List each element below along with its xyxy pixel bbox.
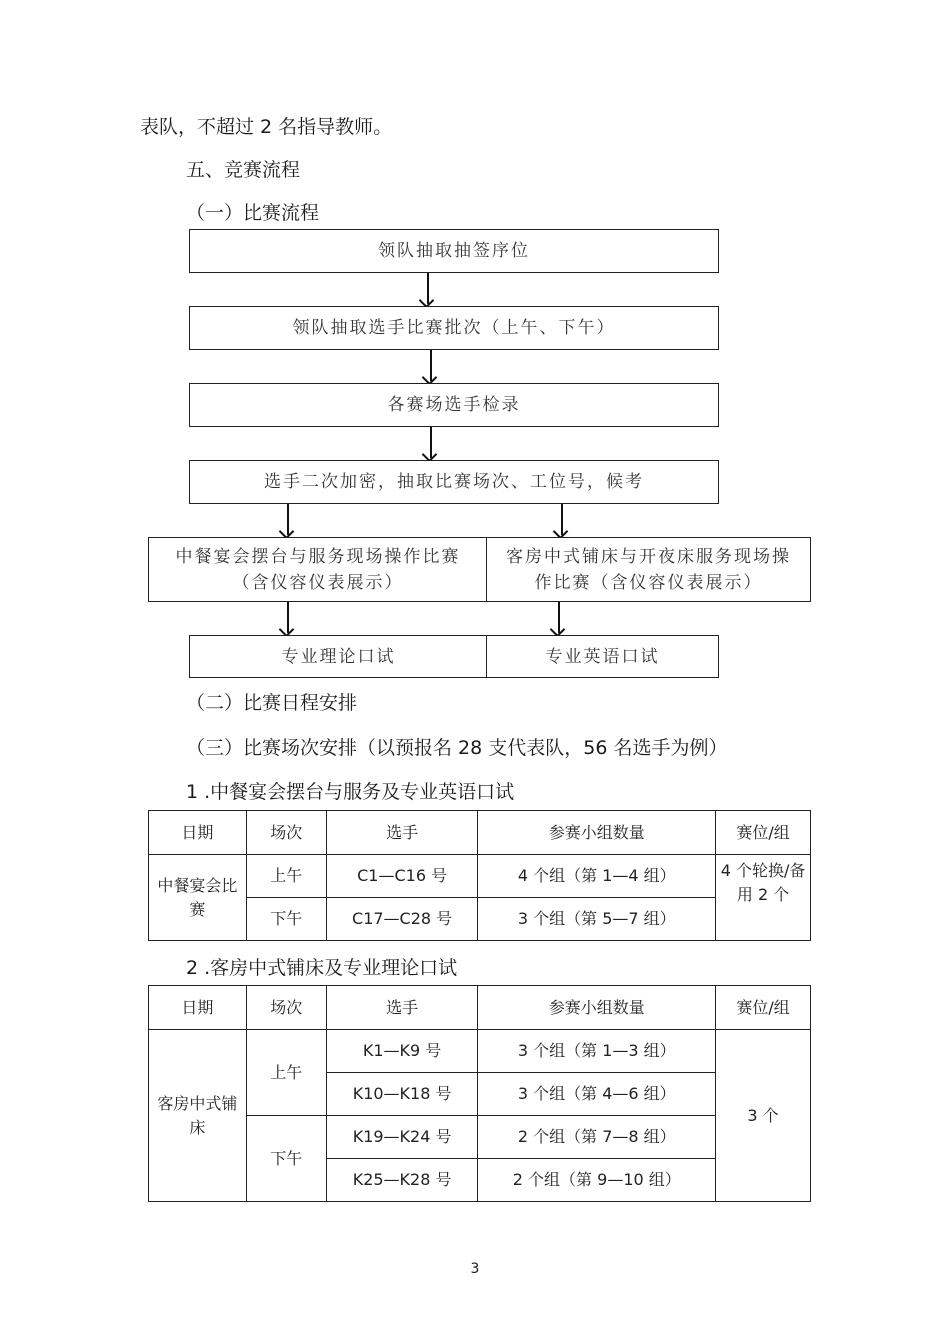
table-chinese-banquet (148, 810, 811, 941)
players-cell: K19—K24 号 (326, 1116, 478, 1159)
flow-step-english-oral: 专业英语口试 (486, 635, 719, 678)
flow-arrow (287, 602, 289, 633)
header-date: 日期 (149, 986, 247, 1030)
groups-cell: 3 个组（第 5—7 组） (478, 898, 716, 941)
table2-title: 2 .客房中式铺床及专业理论口试 (186, 957, 458, 979)
groups-cell: 3 个组（第 1—3 组） (478, 1030, 716, 1073)
session-cell: 下午 (246, 898, 326, 941)
header-seats: 赛位/组 (716, 986, 811, 1030)
flow-step-chinese-banquet: 中餐宴会摆台与服务现场操作比赛（含仪容仪表展示） (148, 537, 488, 602)
table-header-row (149, 986, 811, 1030)
flow-arrow (427, 273, 429, 304)
event-cell: 客房中式铺床 (149, 1030, 247, 1202)
table1-title: 1 .中餐宴会摆台与服务及专业英语口试 (186, 781, 515, 803)
flow-step-room-bed: 客房中式铺床与开夜床服务现场操作比赛（含仪容仪表展示） (486, 537, 811, 602)
table-row (149, 1030, 811, 1073)
table-room-bed (148, 985, 811, 1202)
groups-cell: 3 个组（第 4—6 组） (478, 1073, 716, 1116)
subheading-schedule: （二）比赛日程安排 (186, 692, 358, 714)
header-groups: 参赛小组数量 (478, 811, 716, 855)
header-session: 场次 (246, 986, 326, 1030)
flow-arrow (287, 504, 289, 535)
flow-step-encrypt: 选手二次加密，抽取比赛场次、工位号，候考 (189, 460, 719, 504)
seats-cell: 4 个轮换/备用 2 个 (716, 855, 811, 941)
groups-cell: 4 个组（第 1—4 组） (478, 855, 716, 898)
table-header-row (149, 811, 811, 855)
flow-arrow (430, 427, 432, 458)
intro-line: 表队，不超过 2 名指导教师。 (140, 116, 393, 138)
page-number: 3 (470, 1261, 480, 1277)
flow-step-draw-batch: 领队抽取选手比赛批次（上午、下午） (189, 306, 719, 350)
table-row (149, 1116, 811, 1159)
flow-arrow (561, 504, 563, 535)
players-cell: K10—K18 号 (326, 1073, 478, 1116)
header-groups: 参赛小组数量 (478, 986, 716, 1030)
groups-cell: 2 个组（第 7—8 组） (478, 1116, 716, 1159)
header-players: 选手 (326, 986, 478, 1030)
flow-step-theory-oral: 专业理论口试 (189, 635, 488, 678)
table-row (149, 898, 811, 941)
players-cell: C17—C28 号 (326, 898, 478, 941)
header-players: 选手 (326, 811, 478, 855)
flow-arrow (558, 602, 560, 633)
header-session: 场次 (246, 811, 326, 855)
groups-cell: 2 个组（第 9—10 组） (478, 1159, 716, 1202)
header-seats: 赛位/组 (716, 811, 811, 855)
subheading-flow: （一）比赛流程 (186, 202, 320, 224)
session-cell: 上午 (246, 1030, 326, 1116)
section-heading: 五、竞赛流程 (186, 159, 301, 181)
seats-cell: 3 个 (716, 1030, 811, 1202)
players-cell: K1—K9 号 (326, 1030, 478, 1073)
flow-step-draw-order: 领队抽取抽签序位 (189, 229, 719, 273)
event-cell: 中餐宴会比赛 (149, 855, 247, 941)
session-cell: 下午 (246, 1116, 326, 1202)
header-date: 日期 (149, 811, 247, 855)
subheading-sessions: （三）比赛场次安排（以预报名 28 支代表队，56 名选手为例） (186, 737, 728, 759)
flow-arrow (430, 350, 432, 381)
players-cell: C1—C16 号 (326, 855, 478, 898)
players-cell: K25—K28 号 (326, 1159, 478, 1202)
session-cell: 上午 (246, 855, 326, 898)
flow-step-checkin: 各赛场选手检录 (189, 383, 719, 427)
table-row (149, 855, 811, 898)
